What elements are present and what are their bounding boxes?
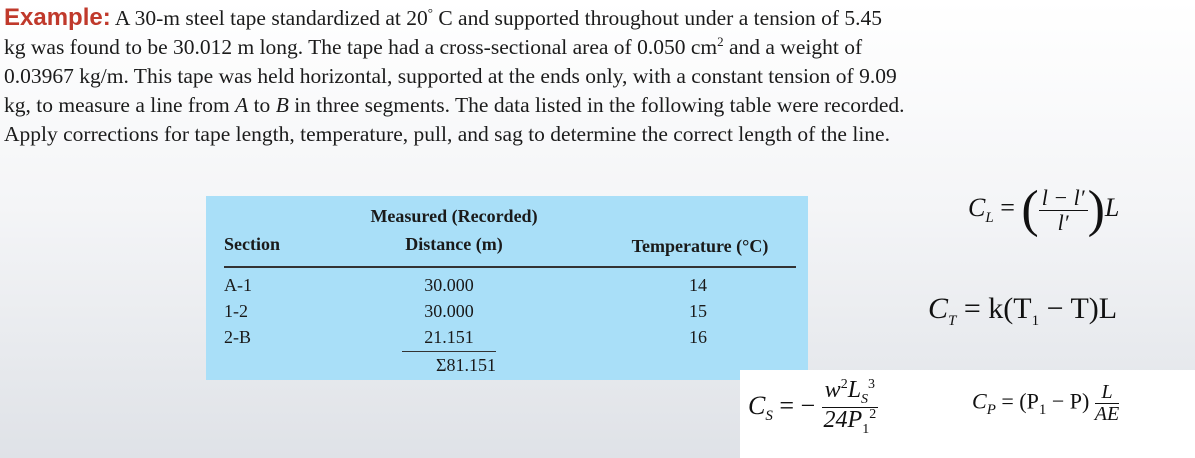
- row-section: 2-B: [224, 327, 251, 347]
- header-rule: [224, 266, 796, 268]
- row-distance: 21.151: [424, 327, 474, 347]
- header-distance-line1: Measured (Recorded): [370, 206, 538, 226]
- cl-numerator: l − l′: [1039, 186, 1088, 210]
- row-section: A-1: [224, 275, 252, 295]
- problem-line2b: and a weight of: [723, 35, 863, 59]
- temperature-correction-formula: $C_T = k(T_1 - T)L$: [928, 292, 1118, 329]
- pull-correction-formula: $C_P = (P_1 - P)$ $\frac{L}{AE}$: [972, 381, 1120, 425]
- row-distance: 30.000: [424, 275, 474, 295]
- problem-line5: Apply corrections for tape length, temperature, pull, and sag to determine the correct length of the line.: [4, 122, 890, 146]
- data-table: [206, 196, 808, 380]
- problem-line3: 0.03967 kg/m. This tape was held horizontal, supported at the ends only, with a constant tension of 9.09: [4, 64, 897, 88]
- row-temperature: 14: [689, 275, 707, 295]
- row-temperature: 15: [689, 301, 707, 321]
- degree-sign: °: [427, 4, 433, 20]
- ct-rhs: = k(T: [963, 292, 1032, 325]
- header-distance-line2: Distance (m): [405, 234, 503, 254]
- problem-line1: A 30-m steel tape standardized at 20: [110, 6, 428, 30]
- row-distance: 30.000: [424, 301, 474, 321]
- problem-line4c: in three segments. The data listed in the following table were recorded.: [288, 93, 905, 117]
- row-section: 1-2: [224, 301, 248, 321]
- problem-line2: kg was found to be 30.012 m long. The tape had a cross-sectional area of 0.050 cm: [4, 35, 718, 59]
- problem-line1b: C and supported throughout under a tension of 5.45: [432, 6, 882, 30]
- header-temperature: Temperature (°C): [631, 236, 769, 256]
- header-section: Section: [224, 234, 280, 254]
- length-correction-formula: $C_L$ = ( $\frac{l - l'}{l'}$ )L: [968, 181, 1120, 238]
- problem-statement: [4, 3, 1189, 149]
- cl-denominator: l′: [1057, 209, 1069, 235]
- distance-total: Σ81.151: [436, 355, 496, 375]
- squared-sign: 2: [717, 33, 724, 49]
- point-b: B: [275, 93, 289, 117]
- row-temperature: 16: [689, 327, 707, 347]
- point-a: A: [235, 93, 249, 117]
- example-label: Example:: [4, 4, 111, 31]
- problem-line4a: kg, to measure a line from: [4, 93, 236, 117]
- sag-correction-formula: $C_S$ = − $\frac{w^2L_S^3}{24P_1^2}$: [748, 377, 877, 438]
- problem-line4b: to: [248, 93, 276, 117]
